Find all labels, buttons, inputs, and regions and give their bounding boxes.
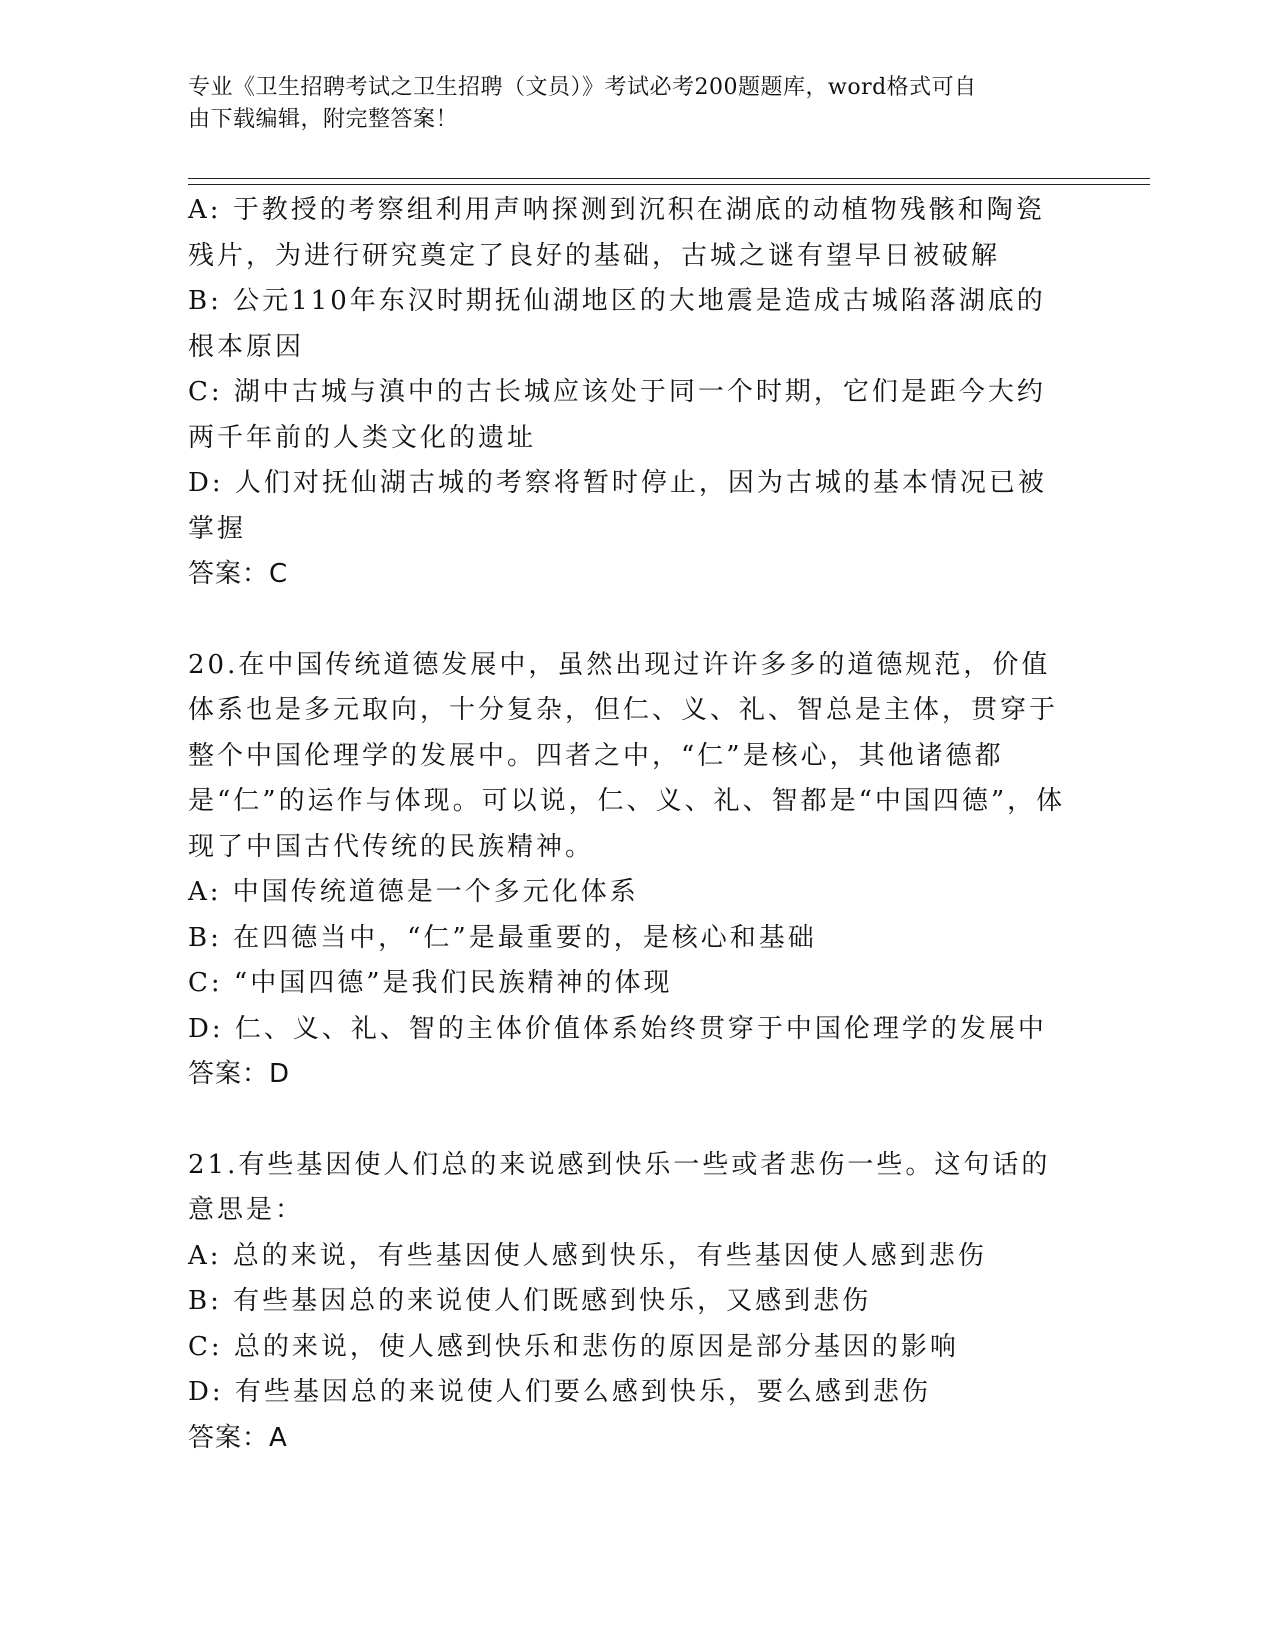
- option-a: A: 中国传统道德是一个多元化体系: [188, 877, 639, 907]
- question-stem: 20.在中国传统道德发展中，虽然出现过许许多多的道德规范，价值体系也是多元取向，十分复杂，但仁、义、礼、智总是主体，贯穿于整个中国伦理学的发展中。四者之中，“仁”是核心，其他诸德都是“仁”的运作与体现。可以说，仁、义、礼、智都是“中国四德”，体现了中国古代传统的民族精神。: [188, 649, 1066, 862]
- spacer: [188, 1098, 1068, 1143]
- answer-line: 答案：C: [188, 559, 289, 589]
- header-title-line-1: 专业《卫生招聘考试之卫生招聘（文员）》考试必考200题题库，word格式可自: [188, 75, 977, 100]
- question-21: [188, 1143, 1068, 1462]
- option-d: D: 人们对抚仙湖古城的考察将暂时停止，因为古城的基本情况已被掌握: [188, 468, 1047, 544]
- option-d: D: 仁、义、礼、智的主体价值体系始终贯穿于中国伦理学的发展中: [188, 1013, 1047, 1044]
- question-stem: 21.有些基因使人们总的来说感到快乐一些或者悲伤一些。这句话的意思是：: [188, 1149, 1051, 1225]
- option-b: B: 公元110年东汉时期抚仙湖地区的大地震是造成古城陷落湖底的根本原因: [188, 286, 1046, 362]
- option-c: C: 总的来说，使人感到快乐和悲伤的原因是部分基因的影响: [188, 1331, 959, 1362]
- option-d: D: 有些基因总的来说使人们要么感到快乐，要么感到悲伤: [188, 1377, 931, 1407]
- header-divider-top: [188, 178, 1150, 179]
- option-b: B: 在四德当中，“仁”是最重要的，是核心和基础: [188, 922, 817, 953]
- document-body: [188, 188, 1068, 1461]
- answer-line: 答案：A: [188, 1422, 288, 1453]
- question-20: [188, 643, 1068, 1098]
- option-c: C: 湖中古城与滇中的古长城应该处于同一个时期，它们是距今大约两千年前的人类文化的遗址: [188, 377, 1046, 453]
- option-c: C: “中国四德”是我们民族精神的体现: [188, 968, 673, 998]
- option-b: B: 有些基因总的来说使人们既感到快乐，又感到悲伤: [188, 1286, 872, 1316]
- spacer: [188, 598, 1068, 643]
- option-a: A: 总的来说，有些基因使人感到快乐，有些基因使人感到悲伤: [188, 1240, 987, 1271]
- document-header: [188, 72, 1068, 136]
- header-title-line-2: 由下载编辑，附完整答案！: [188, 107, 459, 132]
- answer-line: 答案：D: [188, 1059, 291, 1089]
- question-19: [188, 188, 1068, 598]
- header-divider-bottom: [188, 184, 1150, 185]
- option-a: A: 于教授的考察组利用声呐探测到沉积在湖底的动植物残骸和陶瓷残片，为进行研究奠定了良好的基础，古城之谜有望早日被破解: [188, 195, 1045, 271]
